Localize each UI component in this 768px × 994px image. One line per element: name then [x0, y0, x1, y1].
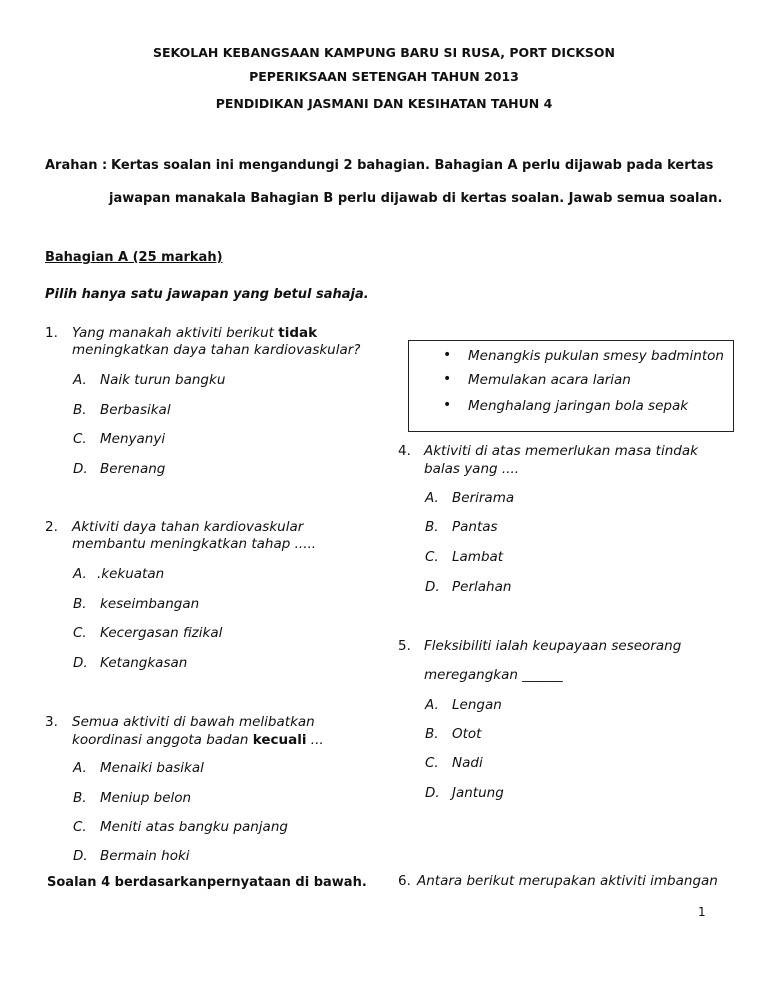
- q3-number: 3.: [45, 714, 58, 730]
- q5-stem-line1: Fleksibiliti ialah keupayaan seseorang: [424, 638, 682, 654]
- q1-option-letter: D.: [73, 461, 88, 477]
- bullet-icon: •: [443, 371, 452, 387]
- bullet-icon: •: [443, 347, 452, 363]
- q3-option-letter: B.: [73, 790, 87, 806]
- q5-number: 5.: [398, 638, 411, 654]
- q1-stem-line1: [72, 325, 317, 341]
- q5-option-letter: D.: [425, 785, 440, 801]
- q3-option-letter: D.: [73, 848, 88, 864]
- q4-option-letter: A.: [425, 490, 439, 506]
- q3-stem-line1: Semua aktiviti di bawah melibatkan: [72, 714, 315, 730]
- q5-option-letter: A.: [425, 697, 439, 713]
- q6-stem-line1: Antara berikut merupakan aktiviti imbangan: [417, 873, 718, 889]
- q6-number: 6.: [398, 873, 411, 889]
- section-title: Bahagian A (25 markah): [45, 250, 223, 265]
- q2-option-text[interactable]: keseimbangan: [100, 596, 200, 612]
- q4-option-letter: D.: [425, 579, 440, 595]
- q1-option-text[interactable]: Menyanyi: [100, 431, 166, 447]
- q4-intro: Soalan 4 berdasarkanpernyataan di bawah.: [47, 875, 367, 890]
- q4-stem-line2: balas yang ....: [424, 461, 520, 477]
- instructions-line2: jawapan manakala Bahagian B perlu dijawab di kertas soalan. Jawab semua soalan.: [109, 191, 723, 206]
- q2-option-letter: C.: [73, 625, 87, 641]
- q5-option-letter: C.: [425, 755, 439, 771]
- q5-option-text[interactable]: Jantung: [452, 785, 504, 801]
- q1-stem-emphasis: tidak: [278, 325, 318, 341]
- section-direction: Pilih hanya satu jawapan yang betul sahaja.: [45, 287, 369, 302]
- q2-stem-line1: Aktiviti daya tahan kardiovaskular: [72, 519, 304, 535]
- q5-stem-line2: meregangkan ______: [424, 667, 563, 683]
- q2-option-letter: B.: [73, 596, 87, 612]
- q2-option-letter: D.: [73, 655, 88, 671]
- q2-stem-line2: membantu meningkatkan tahap .....: [72, 536, 317, 552]
- q4-stem-line1: Aktiviti di atas memerlukan masa tindak: [424, 443, 698, 459]
- q3-stem-text: koordinasi anggota badan: [72, 732, 253, 748]
- bullet-icon: •: [443, 397, 452, 413]
- statement-item: Menghalang jaringan bola sepak: [468, 398, 689, 414]
- q3-option-text[interactable]: Menaiki basikal: [100, 760, 204, 776]
- q2-option-text[interactable]: .kekuatan: [97, 566, 165, 582]
- q4-option-letter: C.: [425, 549, 439, 565]
- q2-option-text[interactable]: Kecergasan fizikal: [100, 625, 223, 641]
- page-number: 1: [698, 905, 706, 919]
- q2-option-letter: A.: [73, 566, 87, 582]
- q4-option-text[interactable]: Berirama: [452, 490, 515, 506]
- q3-option-letter: A.: [73, 760, 87, 776]
- q2-option-text[interactable]: Ketangkasan: [100, 655, 188, 671]
- q3-option-text[interactable]: Bermain hoki: [100, 848, 190, 864]
- q1-option-text[interactable]: Berenang: [100, 461, 166, 477]
- q5-option-text[interactable]: Otot: [452, 726, 482, 742]
- q3-option-text[interactable]: Meniti atas bangku panjang: [100, 819, 288, 835]
- q4-option-text[interactable]: Perlahan: [452, 579, 512, 595]
- q1-option-text[interactable]: Berbasikal: [100, 402, 171, 418]
- q3-stem-emphasis: kecuali: [252, 732, 307, 748]
- q1-option-letter: C.: [73, 431, 87, 447]
- q5-option-text[interactable]: Lengan: [452, 697, 502, 713]
- q4-option-letter: B.: [425, 519, 439, 535]
- q4-option-text[interactable]: Pantas: [452, 519, 498, 535]
- q1-stem-line2: meningkatkan daya tahan kardiovaskular?: [72, 342, 361, 358]
- statement-item: Memulakan acara larian: [468, 372, 631, 388]
- instructions-line1: Kertas soalan ini mengandungi 2 bahagian. Bahagian A perlu dijawab pada kertas: [111, 158, 714, 173]
- q1-option-text[interactable]: Naik turun bangku: [100, 372, 226, 388]
- instructions-label: Arahan :: [45, 158, 108, 173]
- q1-option-letter: B.: [73, 402, 87, 418]
- exam-title: PEPERIKSAAN SETENGAH TAHUN 2013: [249, 69, 519, 84]
- q4-number: 4.: [398, 443, 411, 459]
- school-name: SEKOLAH KEBANGSAAN KAMPUNG BARU SI RUSA, PORT DICKSON: [152, 45, 616, 60]
- statement-item: Menangkis pukulan smesy badminton: [468, 348, 724, 364]
- q5-option-letter: B.: [425, 726, 439, 742]
- subject-title: PENDIDIKAN JASMANI DAN KESIHATAN TAHUN 4: [215, 96, 553, 111]
- q1-option-letter: A.: [73, 372, 87, 388]
- q3-stem-ellipsis: ...: [306, 732, 324, 748]
- q4-option-text[interactable]: Lambat: [452, 549, 504, 565]
- q2-number: 2.: [45, 519, 58, 535]
- q1-stem-text: Yang manakah aktiviti berikut: [72, 325, 279, 341]
- q3-stem-line2: [72, 732, 324, 748]
- q5-option-text[interactable]: Nadi: [452, 755, 483, 771]
- q3-option-letter: C.: [73, 819, 87, 835]
- q1-number: 1.: [45, 325, 58, 341]
- q3-option-text[interactable]: Meniup belon: [100, 790, 192, 806]
